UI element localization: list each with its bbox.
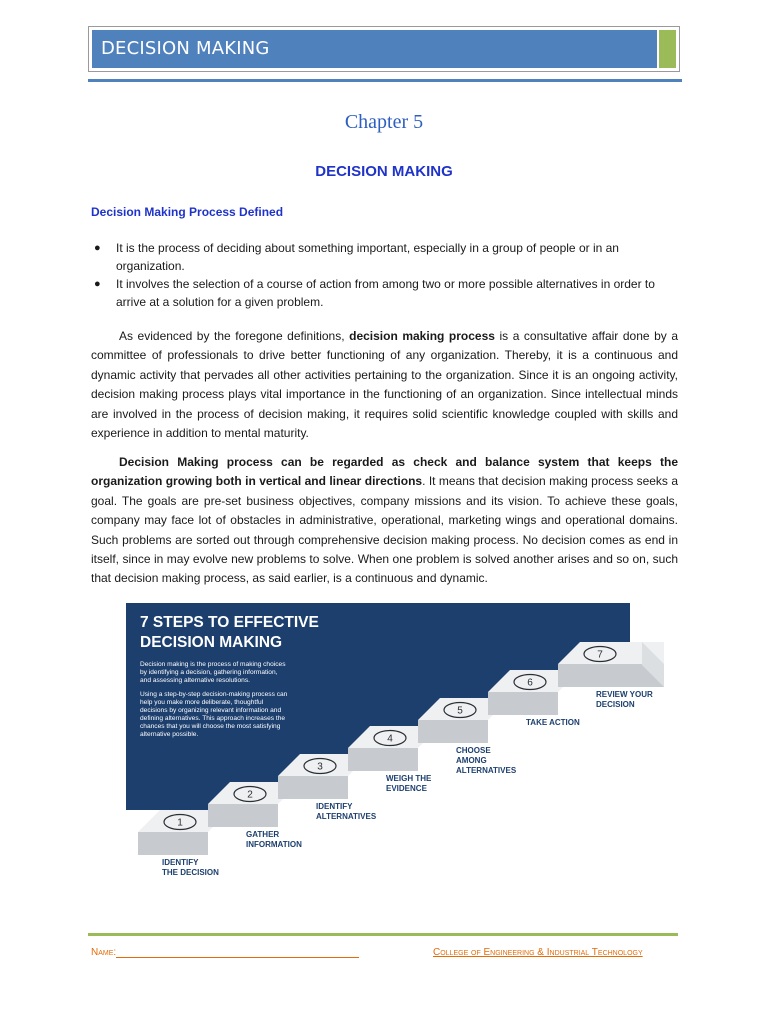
step-front [418, 720, 488, 743]
step-front [208, 804, 278, 827]
step-label: ALTERNATIVES [456, 766, 517, 775]
step-number: 2 [247, 789, 253, 801]
step-label: IDENTIFY [316, 802, 353, 811]
paragraph-1-rest: is a consultative affair done by a committee of professionals to drive better functioning of any organization. Thereby, it is a continuous and dynamic activity that pervades all other activities pertaining to the organization. Since it is an ongoing activity, decision making process plays vital importance in the functioning of an organization. Since intellectual minds are involved in the process of decision making, it requires solid scientific knowledge coupled with skills and experience in addition to mental maturity. [91, 329, 678, 441]
header-accent [659, 30, 676, 68]
step-label: AMONG [456, 756, 487, 765]
step-label: ALTERNATIVES [316, 812, 377, 821]
step-front [138, 832, 208, 855]
list-item [91, 275, 683, 311]
infographic-title-line-2: DECISION MAKING [140, 634, 283, 651]
step-number: 5 [457, 705, 463, 717]
step-label: DECISION [596, 700, 635, 709]
step-label: GATHER [246, 830, 280, 839]
seven-steps-infographic [126, 603, 666, 877]
page-title: DECISION MAKING [315, 163, 453, 180]
paragraph-1-lead: As evidenced by the foregone definitions, [119, 329, 350, 343]
step-label: TAKE ACTION [526, 718, 580, 727]
description-line: decisions by organizing relevant information and [140, 707, 282, 714]
list-item [91, 239, 683, 275]
description-line: Using a step-by-step decision-making process can [140, 691, 288, 698]
description-line: chances that you will choose the most satisfying [140, 723, 281, 730]
footer-name-line [116, 947, 359, 958]
paragraph-2-rest: . It means that decision making process seeks a goal. The goals are pre-set business objectives, company missions and its vision. To achieve these goals, company may face lot of obstacles in administrative, operational, marketing wings and operational domains. Such problems are sorted out through comprehensive decision making process. No decision comes as end in itself, since in may evolve new problems to solve. When one problem is solved another arises and so on, such that decision making process, as said earlier, is a continuous and dynamic. [91, 474, 678, 586]
header-rule [88, 79, 682, 82]
step-label: CHOOSE [456, 746, 491, 755]
chapter-label: Chapter 5 [344, 111, 424, 133]
header-banner [88, 26, 680, 72]
footer-college: College of Engineering & Industrial Technology [433, 947, 643, 958]
step-label: EVIDENCE [386, 784, 427, 793]
footer-name-label: Name: [91, 947, 117, 958]
description-line: by identifying a decision, gathering information, [140, 669, 278, 676]
footer-rule [88, 933, 678, 936]
step-label: THE DECISION [162, 868, 219, 877]
step-front [488, 692, 558, 715]
description-line: help you make more deliberate, thoughtful [140, 699, 264, 706]
step-front [348, 748, 418, 771]
step-number: 4 [387, 733, 393, 745]
paragraph-2 [91, 453, 678, 589]
step-label: WEIGH THE [386, 774, 432, 783]
list-item-text: It is the process of deciding about something important, especially in a group of people or in an organization. [116, 241, 619, 273]
description-line: Decision making is the process of making choices [140, 661, 286, 668]
infographic-title-line-1: 7 STEPS TO EFFECTIVE [140, 614, 319, 631]
paragraph-1-bold: decision making process [349, 329, 495, 343]
description-line: alternative possible. [140, 731, 199, 738]
list-item-text: It involves the selection of a course of action from among two or more possible alternatives in order to arrive at a solution for a given problem. [116, 277, 655, 309]
step-number: 3 [317, 761, 323, 773]
step-number: 1 [177, 817, 183, 829]
bullet-icon: ● [94, 242, 101, 254]
step-label: IDENTIFY [162, 858, 199, 867]
paragraph-2-bold: Decision Making process can be regarded as check and balance system that keeps the organization growing both in vertical and linear directions [91, 455, 678, 489]
paragraph-1 [91, 327, 678, 443]
step-label: INFORMATION [246, 840, 302, 849]
bullet-icon: ● [94, 278, 101, 290]
header-title: DECISION MAKING [92, 30, 657, 68]
footer-name-field [91, 947, 359, 958]
step-number: 6 [527, 677, 533, 689]
definition-list [91, 239, 683, 311]
description-line: defining alternatives. This approach increases the [140, 715, 286, 722]
step-front [278, 776, 348, 799]
step-label: REVIEW YOUR [596, 690, 653, 699]
step-7 [558, 642, 664, 709]
section-heading: Decision Making Process Defined [91, 205, 284, 219]
description-line: and assessing alternative resolutions. [140, 677, 250, 684]
step-number: 7 [597, 649, 603, 661]
